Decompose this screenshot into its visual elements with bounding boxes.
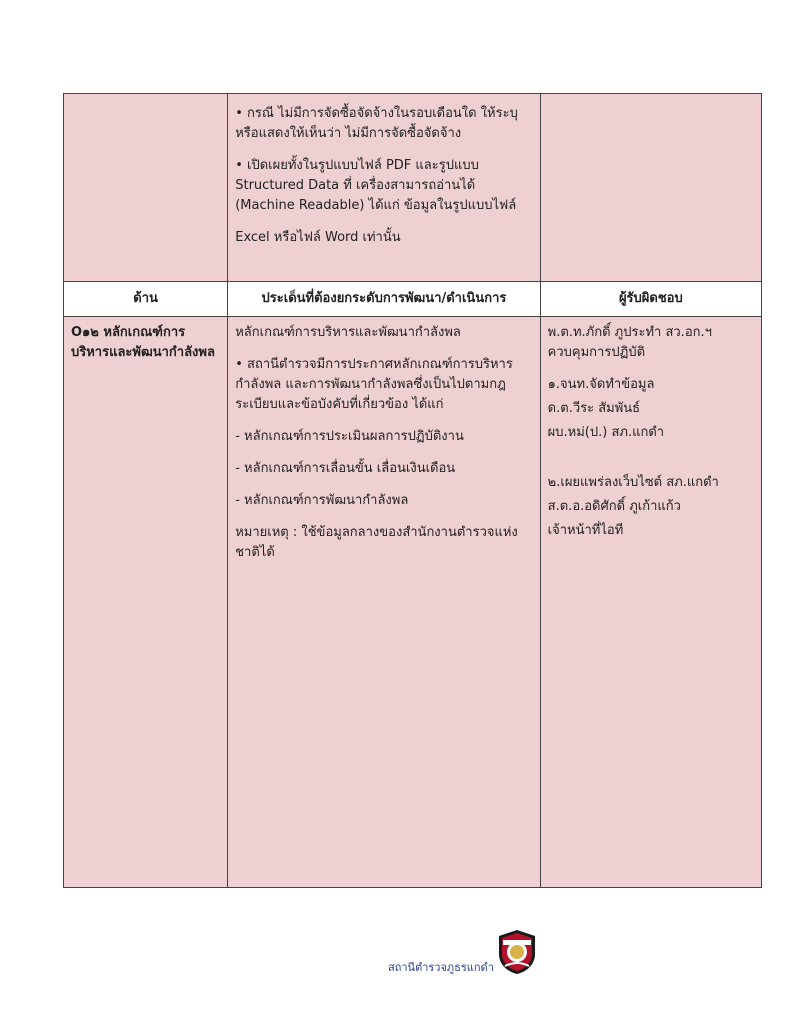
issue-item-development: - หลักเกณฑ์การพัฒนากำลังพล: [235, 493, 409, 508]
issue-item-promotion: - หลักเกณฑ์การเลื่อนขั้น เลื่อนเงินเดือน: [235, 461, 456, 476]
top-cell-topic: [64, 94, 228, 282]
header-aspect: ด้าน: [64, 282, 228, 317]
responsible-position-2: เจ้าหน้าที่ไอที: [547, 523, 624, 538]
table-row-continuation: [64, 94, 762, 282]
issue-item-evaluation: - หลักเกณฑ์การประเมินผลการปฏิบัติงาน: [235, 429, 464, 444]
issue-bullet: • สถานีตำรวจมีการประกาศหลักเกณฑ์การบริหารกำลังพล และการพัฒนากำลังพลซึ่งเป็นไปตามกฎ ระเบียบและข้อบังคับที่เกี่ยวข้อง ได้แก่: [235, 357, 513, 412]
responsible-supervisor: พ.ต.ท.ภักดิ์ ภูประทำ สว.อก.ฯ ควบคุมการปฏิบัติ: [547, 325, 712, 360]
table-row-o12: [64, 317, 762, 888]
bullet-no-procurement: • กรณี ไม่มีการจัดซื้อจัดจ้างในรอบเดือนใด ให้ระบุหรือแสดงให้เห็นว่า ไม่มีการจัดซื้อจัดจ้าง: [235, 106, 518, 141]
header-issues: ประเด็นที่ต้องยกระดับการพัฒนา/ดำเนินการ: [228, 282, 540, 317]
top-cell-responsible: [540, 94, 761, 282]
responsible-cell: [540, 317, 761, 888]
responsible-step-1: ๑.จนท.จัดทำข้อมูล: [547, 377, 655, 392]
topic-title: O๑๒ หลักเกณฑ์การบริหารและพัฒนากำลังพล: [71, 325, 215, 360]
issue-heading: หลักเกณฑ์การบริหารและพัฒนากำลังพล: [235, 325, 461, 340]
responsible-position-1: ผบ.หม่(ป.) สภ.แกดำ: [547, 425, 665, 440]
procurement-table: [63, 93, 762, 888]
table-header-row: [64, 282, 762, 317]
responsible-person-2: ส.ต.อ.อดิศักดิ์ ภูเก้าแก้ว: [547, 499, 681, 514]
issues-cell: [228, 317, 540, 888]
bullet-publish-formats: • เปิดเผยทั้งในรูปแบบไฟล์ PDF และรูปแบบ Structured Data ที่ เครื่องสามารถอ่านได้ (Machine Readable) ได้แก่ ข้อมูลในรูปแบบไฟล์: [235, 158, 517, 213]
header-responsible: ผู้รับผิดชอบ: [540, 282, 761, 317]
formats-note: Excel หรือไฟล์ Word เท่านั้น: [235, 230, 401, 245]
responsible-step-2: ๒.เผยแพร่ลงเว็บไซต์ สภ.แกดำ: [547, 475, 719, 490]
police-station-emblem-icon: [495, 928, 539, 976]
issue-remark: หมายเหตุ : ใช้ข้อมูลกลางของสำนักงานตำรวจแห่งชาติได้: [235, 525, 518, 560]
footer-station-name: สถานีตำรวจภูธรแกดำ: [388, 961, 494, 974]
topic-cell: [64, 317, 228, 888]
top-cell-issues: [228, 94, 540, 282]
responsible-person-1: ด.ต.วีระ สัมพันธ์: [547, 401, 641, 416]
